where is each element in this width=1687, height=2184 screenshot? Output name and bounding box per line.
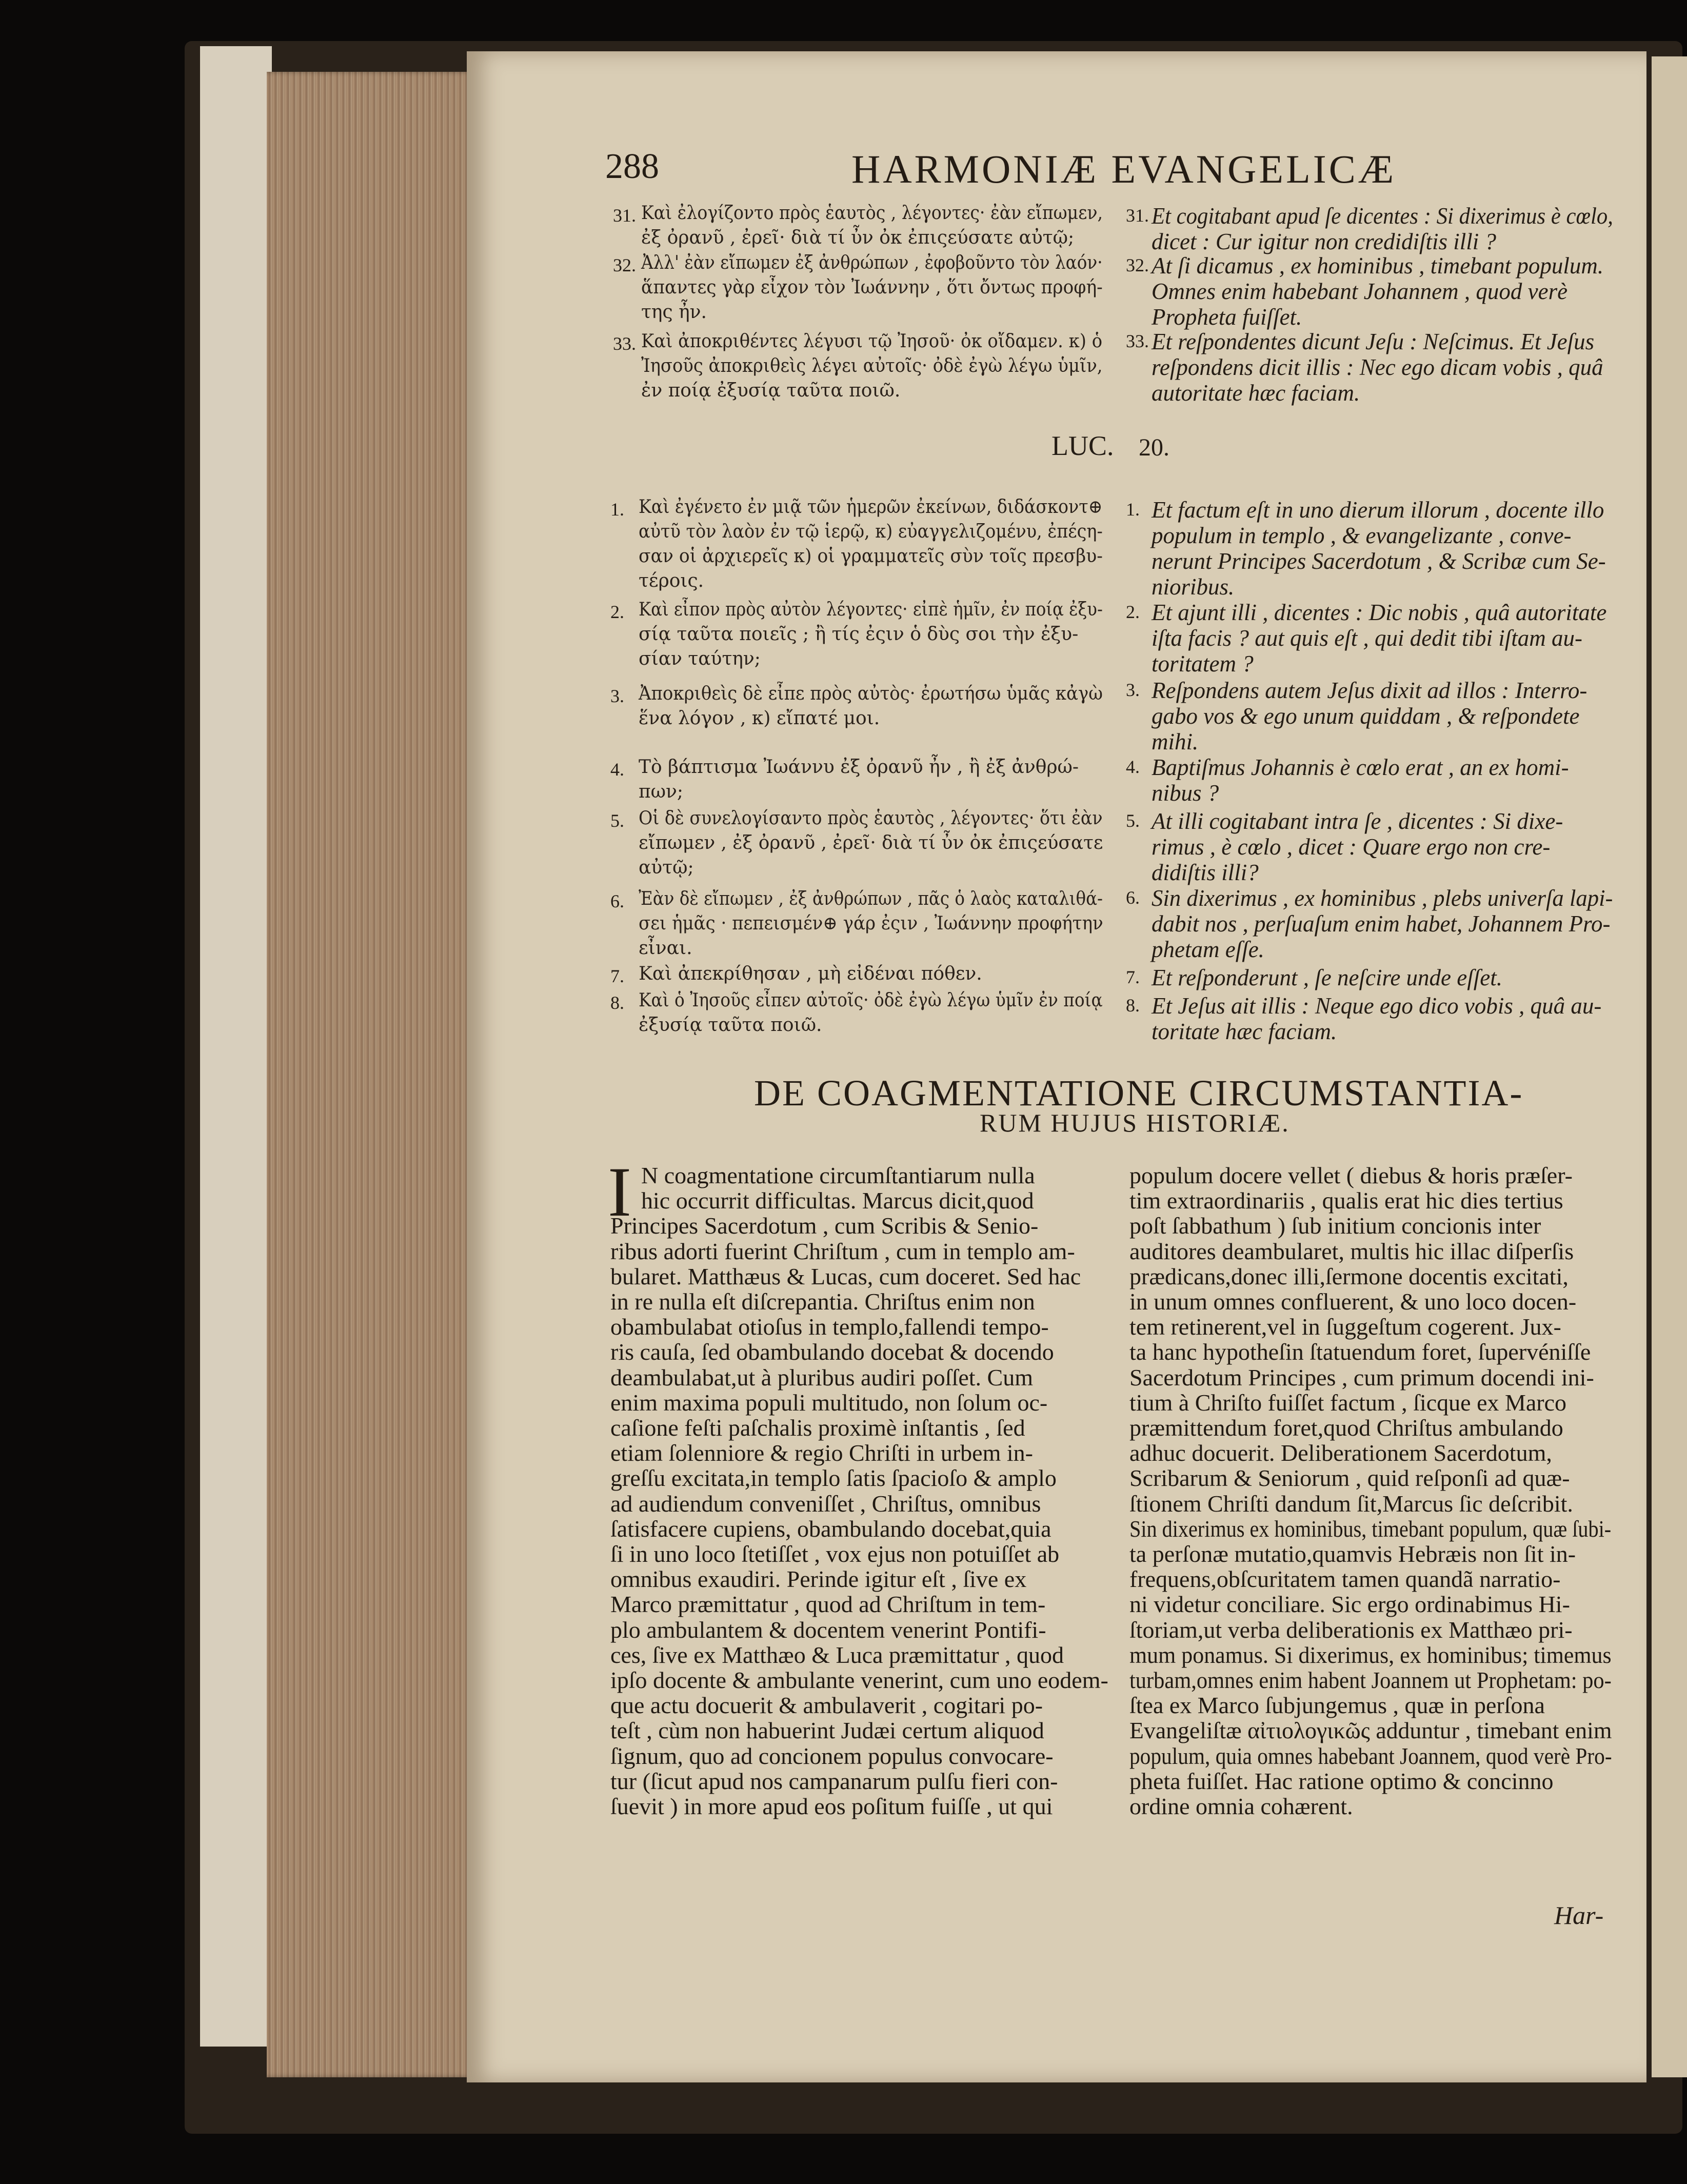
section-title-line-2: RUM HUJUS HISTORIÆ. [980, 1108, 1290, 1137]
body-line: Marco præmittatur , quod ad Chriſtum in tem- [610, 1591, 1046, 1618]
verse-line: εἶναι. [639, 938, 692, 959]
verse-line: nerunt Principes Sacerdotum , & Scribæ cum Se- [1152, 548, 1606, 574]
body-line: populum, quia omnes habebant Joannem, quod verè Pro- [1129, 1742, 1612, 1769]
body-line: poſt ſabbathum ) ſub initium concionis inter [1129, 1213, 1541, 1239]
body-line: ta hanc hypotheſin ſtatuendum foret, ſupervéniſſe [1129, 1339, 1591, 1365]
body-line: ſignum, quo ad concionem populus convocare- [610, 1742, 1054, 1769]
drop-cap: I [608, 1153, 631, 1231]
body-line: ſi in uno loco ſtetiſſet , vox ejus non potuiſſet ab [610, 1541, 1060, 1567]
verse-line: εἴπωμεν , ἐξ ὀρανῦ , ἐρεῖ· διὰ τί ὖν ὀκ ἐπιςεύσατε [639, 832, 1103, 853]
body-line: ſatisfacere cupiens, obambulando docebat,quia [610, 1515, 1051, 1542]
verse-number: 7. [610, 966, 624, 986]
verse-line: αὐτῷ; [639, 857, 694, 878]
verse-line: Sin dixerimus , ex hominibus , plebs univerſa lapi- [1152, 885, 1613, 911]
body-line: ſtoriam,ut verba deliberationis ex Matthæo pri- [1129, 1616, 1573, 1643]
verse-line: Καὶ ἐγένετο ἐν μιᾷ τῶν ἡμερῶν ἐκείνων, διδάσκοντ⊕ [639, 497, 1103, 518]
verse-line: gabo vos & ego unum quiddam , & reſpondete [1152, 703, 1580, 729]
verse-number: 33. [1126, 331, 1149, 351]
verse-line: At ſi dicamus , ex hominibus , timebant populum. [1152, 253, 1604, 279]
verse-line: nibus ? [1152, 780, 1219, 806]
verse-line: Omnes enim habebant Johannem , quod verè [1152, 279, 1568, 304]
body-line: ad audiendum conveniſſet , Chriſtus, omnibus [610, 1490, 1041, 1517]
verse-number: 5. [610, 810, 624, 831]
verse-line: nioribus. [1152, 574, 1235, 600]
body-line: teſt , cùm non habuerint Judæi certum aliquod [610, 1717, 1044, 1744]
verse-line: Et factum eſt in uno dierum illorum , docente illo [1152, 497, 1604, 523]
verse-line: phetam eſſe. [1152, 937, 1264, 962]
body-line: Evangeliſtæ αἰτιολογικῶς adduntur , timebant enim [1129, 1717, 1612, 1744]
verse-line: σαν οἱ ἀρχιερεῖς κ) οἱ γραμματεῖς σὺν τοῖς πρεσβυ- [639, 546, 1103, 567]
verse-line: reſpondens dicit illis : Nec ego dicam vobis , quâ [1152, 354, 1603, 380]
verse-line: Καὶ εἶπον πρὸς αὐτὸν λέγοντες· εἰπὲ ἡμῖν, ἐν ποίᾳ ἐξυ- [639, 599, 1103, 620]
body-line: ipſo docente & ambulante venerint, cum uno eodem- [610, 1667, 1108, 1693]
verse-number: 8. [1126, 995, 1140, 1016]
verse-line: ἐν ποίᾳ ἐξυσίᾳ ταῦτα ποιῶ. [641, 380, 901, 401]
body-line: pheta fuiſſet. Hac ratione optimo & concinno [1129, 1768, 1554, 1794]
verse-line: Καὶ ἀπεκρίθησαν , μὴ εἰδέναι πόθεν. [639, 963, 982, 984]
verse-line: At illi cogitabant intra ſe , dicentes : Si dixe- [1152, 808, 1563, 834]
page-number: 288 [605, 147, 659, 186]
body-line: deambulabat,ut à pluribus audiri poſſet. Cum [610, 1364, 1034, 1391]
verse-line: Ἀποκριθεὶς δὲ εἶπε πρὸς αὐτὸς· ἐρωτήσω ὑμᾶς κἀγὼ [639, 683, 1103, 704]
running-head: HARMONIÆ EVANGELICÆ [851, 147, 1397, 191]
verse-number: 6. [1126, 887, 1140, 908]
body-line: N coagmentatione circumſtantiarum nulla [641, 1162, 1035, 1188]
verse-line: mihi. [1152, 729, 1199, 755]
body-line: ordine omnia cohærent. [1129, 1793, 1353, 1819]
verse-number: 1. [610, 499, 624, 520]
verse-number: 31. [1126, 205, 1149, 226]
verse-number: 1. [1126, 499, 1140, 520]
verse-line: σει ἡμᾶς · πεπεισμέν⊕ γάρ ἐςιν , Ἰωάννην προφήτην [639, 913, 1103, 934]
body-line: adhuc docuerit. Deliberationem Sacerdotum, [1129, 1440, 1552, 1466]
verse-line: dicet : Cur igitur non credidiſtis illi ? [1152, 229, 1497, 254]
verse-line: dabit nos , perſuaſum enim habet, Johannem Pro- [1152, 911, 1611, 937]
verse-line: ἐξ ὀρανῦ , ἐρεῖ· διὰ τί ὖν ὀκ ἐπιςεύσατε αὐτῷ; [641, 227, 1075, 248]
body-line: ta perſonæ mutatio,quamvis Hebræis non ſit in- [1129, 1541, 1576, 1567]
verse-line: Τὸ βάπτισμα Ἰωάννυ ἐξ ὀρανῦ ἦν , ἢ ἐξ ἀνθρώ- [639, 757, 1079, 778]
body-line: bularet. Matthæus & Lucas, cum doceret. Sed hac [610, 1263, 1081, 1289]
body-line: hic occurrit difficultas. Marcus dicit,quod [641, 1187, 1034, 1214]
verse-line: iſta facis ? aut quis eſt , qui dedit tibi iſtam au- [1152, 625, 1582, 651]
body-line: ſuevit ) in more apud eos poſitum fuiſſe , ut qui [610, 1793, 1053, 1819]
verse-line: Ἐὰν δὲ εἴπωμεν , ἐξ ἀνθρώπων , πᾶς ὁ λαὸς καταλιθά- [639, 888, 1103, 909]
body-line: omnibus exaudiri. Perinde igitur eſt , ſive ex [610, 1566, 1027, 1593]
verse-line: Ἀλλ' ἐὰν εἴπωμεν ἐξ ἀνθρώπων , ἐφοβοῦντο τὸν λαόν· [641, 252, 1103, 273]
verse-line: toritate hæc faciam. [1152, 1019, 1337, 1044]
verse-line: Καὶ ἀποκριθέντες λέγυσι τῷ Ἰησοῦ· ὀκ οἴδαμεν. κ) ὁ [641, 331, 1103, 352]
verse-line: Et cogitabant apud ſe dicentes : Si dixerimus è cœlo, [1152, 203, 1613, 229]
verse-line: Et reſpondentes dicunt Jeſu : Neſcimus. Et Jeſus [1152, 329, 1595, 354]
body-line: caſione feſti paſchalis proximè inſtantis , ſed [610, 1415, 1025, 1441]
verse-line: autoritate hæc faciam. [1152, 380, 1360, 406]
body-line: Scribarum & Seniorum , quid reſponſi ad quæ- [1129, 1465, 1570, 1492]
verse-line: ἅπαντες γὰρ εἶχον τὸν Ἰωάννην , ὅτι ὄντως προφή- [641, 277, 1103, 298]
chapter-label: LUC. [1051, 430, 1114, 461]
verse-line: Propheta fuiſſet. [1152, 304, 1302, 330]
body-line: ſtionem Chriſti dandum ſit,Marcus ſic deſcribit. [1129, 1490, 1573, 1517]
body-line: ribus adorti fuerint Chriſtum , cum in templo am- [610, 1238, 1075, 1264]
body-line: in re nulla eſt diſcrepantia. Chriſtus enim non [610, 1288, 1035, 1315]
catchword: Har- [1554, 1901, 1604, 1930]
verse-number: 32. [1126, 255, 1149, 275]
body-line: Principes Sacerdotum , cum Scribis & Senio- [610, 1213, 1039, 1239]
body-line: prædicans,donec illi,ſermone docentis excitati, [1129, 1263, 1569, 1289]
body-line: que actu docuerit & ambulaverit , cogitari po- [610, 1692, 1043, 1719]
verse-line: σίαν ταύτην; [639, 648, 761, 669]
body-line: obambulabat otioſus in templo,fallendi tempo- [610, 1314, 1049, 1340]
body-line: populum docere vellet ( diebus & horis præſer- [1129, 1162, 1573, 1188]
verse-number: 8. [610, 992, 624, 1013]
body-line: ſtea ex Marco ſubjungemus , quæ in perſona [1129, 1692, 1545, 1719]
body-line: Sin dixerimus ex hominibus, timebant populum, quæ ſubi- [1129, 1515, 1612, 1542]
verse-number: 3. [1126, 680, 1140, 700]
verse-number: 3. [610, 686, 624, 706]
verse-number: 7. [1126, 967, 1140, 987]
body-line: ris cauſa, ſed obambulando docebat & docendo [610, 1339, 1054, 1365]
chapter-number: 20. [1139, 434, 1169, 461]
body-line: tur (ſicut apud nos campanarum pulſu fieri con- [610, 1768, 1058, 1794]
body-line: auditores deambularet, multis hic illac diſperſis [1129, 1238, 1574, 1264]
facing-leaf-edge [1652, 56, 1687, 2077]
body-line: ces, ſive ex Matthæo & Luca præmittatur , quod [610, 1641, 1064, 1668]
body-line: tim extraordinariis , qualis erat hic dies tertius [1129, 1187, 1563, 1214]
verse-line: Baptiſmus Johannis è cœlo erat , an ex homi- [1152, 755, 1569, 780]
body-line: mum ponamus. Si dixerimus, ex hominibus; timemus [1129, 1641, 1612, 1668]
verse-line: Reſpondens autem Jeſus dixit ad illos : Interro- [1152, 678, 1587, 703]
body-line: turbam,omnes enim habent Joannem ut Prophetam: po- [1129, 1667, 1612, 1693]
section-title-line-1: DE COAGMENTATIONE CIRCUMSTANTIA- [754, 1073, 1524, 1114]
verse-line: αὐτῦ τὸν λαὸν ἐν τῷ ἱερῷ, κ) εὐαγγελιζομένυ, ἐπέςη- [639, 521, 1103, 542]
verse-number: 6. [610, 891, 624, 911]
verse-number: 31. [613, 205, 636, 226]
body-line: in unum omnes confluerent, & uno loco docen- [1129, 1288, 1577, 1315]
verse-number: 4. [610, 759, 624, 780]
body-line: enim maxima populi multitudo, non ſolum oc- [610, 1389, 1048, 1416]
verse-line: ἐξυσίᾳ ταῦτα ποιῶ. [639, 1015, 822, 1036]
verse-number: 33. [613, 333, 636, 354]
body-line: greſſu excitata,in templo ſatis ſpacioſo & amplo [610, 1465, 1057, 1492]
vellum-cover [200, 46, 272, 2047]
verse-line: Et Jeſus ait illis : Neque ego dico vobis , quâ au- [1152, 993, 1602, 1019]
verse-line: Et reſponderunt , ſe neſcire unde eſſet. [1152, 965, 1502, 990]
body-line: plo ambulantem & docentem venerint Pontifi- [610, 1616, 1046, 1643]
verse-line: τέροις. [639, 570, 704, 591]
body-line: etiam ſolenniore & regio Chriſti in urbem in- [610, 1440, 1033, 1466]
verse-line: πων; [639, 781, 684, 802]
verse-number: 2. [1126, 602, 1140, 622]
body-line: frequens,obſcuritatem tamen quandã narratio- [1129, 1566, 1561, 1593]
verse-number: 2. [610, 602, 624, 622]
verse-number: 5. [1126, 810, 1140, 831]
verse-line: Et ajunt illi , dicentes : Dic nobis , quâ autoritate [1152, 600, 1607, 625]
verse-number: 32. [613, 255, 636, 275]
verse-line: Οἱ δὲ συνελογίσαντο πρὸς ἑαυτὸς , λέγοντες· ὅτι ἐὰν [639, 808, 1103, 829]
verse-line: populum in templo , & evangelizante , conve- [1152, 523, 1572, 548]
verse-line: toritatem ? [1152, 651, 1254, 677]
verse-line: της ἦν. [641, 302, 707, 323]
verse-line: rimus , è cœlo , dicet : Quare ergo non cre- [1152, 834, 1551, 860]
body-line: ni videtur conciliare. Sic ergo ordinabimus Hi- [1129, 1591, 1570, 1618]
verse-number: 4. [1126, 757, 1140, 777]
verse-line: didiſtis illi? [1152, 860, 1259, 885]
verse-line: σίᾳ ταῦτα ποιεῖς ; ἢ τίς ἐςιν ὁ δὺς σοι τὴν ἐξυ- [639, 624, 1079, 645]
verse-line: Καὶ ὁ Ἰησοῦς εἶπεν αὐτοῖς· ὀδὲ ἐγὼ λέγω ὑμῖν ἐν ποίᾳ [639, 990, 1103, 1011]
page-edges [267, 72, 472, 2077]
body-line: tem retinerent,vel in ſuggeſtum cogerent. Jux- [1129, 1314, 1561, 1340]
verse-line: Καὶ ἐλογίζοντο πρὸς ἑαυτὸς , λέγοντες· ἐὰν εἴπωμεν, [641, 203, 1103, 224]
verse-line: ἕνα λόγον , κ) εἴπατέ μοι. [639, 708, 880, 729]
body-line: Sacerdotum Principes , cum primum docendi ini- [1129, 1364, 1594, 1391]
verse-line: Ἰησοῦς ἀποκριθεὶς λέγει αὐτοῖς· ὀδὲ ἐγὼ λέγω ὑμῖν, [641, 355, 1103, 376]
body-line: præmittendum foret,quod Chriſtus ambulando [1129, 1415, 1563, 1441]
body-line: tium à Chriſto fuiſſet factum , ſicque ex Marco [1129, 1389, 1567, 1416]
